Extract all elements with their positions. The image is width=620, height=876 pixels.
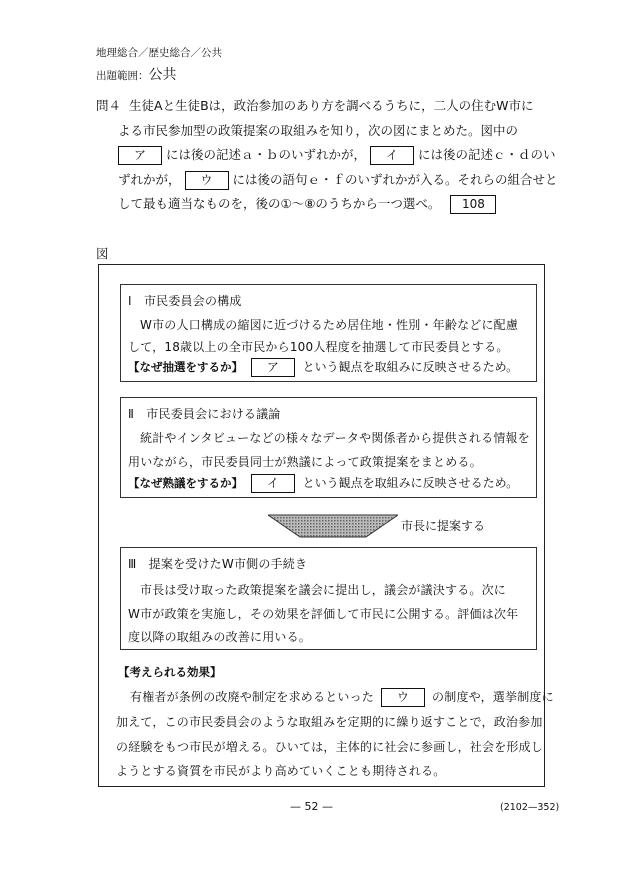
answer-number-box: 108	[450, 195, 496, 214]
effects-blank-u: ウ	[381, 688, 425, 707]
exam-code: (2102—352)	[500, 802, 560, 813]
section-3-body2: W市が政策を実施し，その効果を評価して市民に公開する。評価は次年	[128, 607, 519, 621]
section-2-why-row	[128, 474, 518, 493]
effects-line1b: の制度や，選挙制度に	[432, 690, 554, 704]
arrow-label: 市長に提案する	[401, 519, 486, 533]
question-line1: 生徒Aと生徒Bは，政治参加のあり方を調べるうちに，二人の住むW市に	[129, 98, 534, 113]
section-1-why-text: という観点を取組みに反映させるため。	[302, 360, 519, 374]
effects-line1	[130, 688, 554, 707]
down-arrow-icon	[268, 511, 398, 545]
question-line3a: には後の記述ａ・ｂのいずれかが，	[165, 147, 366, 162]
page-number: — 52 —	[290, 800, 333, 813]
section-1-body2: して，18歳以上の全市民から100人程度を抽選して市民委員とする。	[128, 340, 509, 354]
section-3-body1: 市長は受け取った政策提案を議会に提出し，議会が議決する。次に	[140, 583, 507, 597]
range-row	[96, 64, 177, 84]
effects-line1a: 有権者が条例の改廃や制定を求めるといった	[130, 690, 375, 704]
question-line3b: には後の記述ｃ・ｄのい	[417, 147, 556, 162]
range-label: 出題範囲：	[96, 70, 149, 82]
section-2-body2: 用いながら，市民委員同士が熟議によって政策提案をまとめる。	[128, 455, 482, 469]
subject-header: 地理総合／歴史総合／公共	[96, 47, 222, 59]
blank-i: イ	[370, 146, 414, 165]
question-number: 問４	[96, 98, 122, 113]
blank-a: ア	[118, 146, 162, 165]
figure-label: 図	[96, 246, 109, 261]
section-2-title: Ⅱ 市民委員会における議論	[128, 407, 281, 421]
question-line2: よる市民参加型の政策提案の取組みを知り，次の図にまとめた。図中の	[118, 122, 519, 138]
section-1-why-row	[128, 358, 518, 377]
section-2-blank-i: イ	[251, 474, 295, 493]
section-1-why-label: 【なぜ抽選をするか】	[128, 360, 243, 374]
section-1-blank-a: ア	[251, 358, 295, 377]
question-line4a: ずれかが，	[118, 171, 181, 187]
question-line5: して最も適当なものを，後の①〜⑧のうちから一つ選べ。	[118, 196, 441, 211]
section-2-body1: 統計やインタビューなどの様々なデータや関係者から提供される情報を	[140, 431, 530, 445]
section-1-body1: W市の人口構成の縮図に近づけるため居住地・性別・年齢などに配慮	[140, 318, 519, 332]
section-2-why-text: という観点を取組みに反映させるため。	[302, 476, 519, 490]
blank-u: ウ	[185, 171, 229, 190]
question-line4b: には後の語句ｅ・ｆのいずれかが入る。それらの組合せと	[232, 171, 558, 187]
effects-line4: ようとする資質を市民がより高めていくことも期待される。	[116, 764, 446, 778]
effects-line2: 加えて，この市民委員会のような取組みを定期的に繰り返すことで，政治参加	[116, 715, 543, 729]
question-block	[96, 94, 566, 217]
section-3-title: Ⅲ 提案を受けたW市側の手続き	[128, 557, 308, 571]
section-2-why-label: 【なぜ熟議をするか】	[128, 476, 243, 490]
section-3-body3: 度以降の取組みの改善に用いる。	[128, 630, 312, 644]
range-value: 公共	[148, 67, 177, 83]
effects-line3: の経験をもつ市民が増える。ひいては，主体的に社会に参画し，社会を形成し	[116, 740, 544, 754]
effects-label: 【考えられる効果】	[118, 665, 222, 679]
section-1-title: Ⅰ 市民委員会の構成	[128, 294, 242, 308]
